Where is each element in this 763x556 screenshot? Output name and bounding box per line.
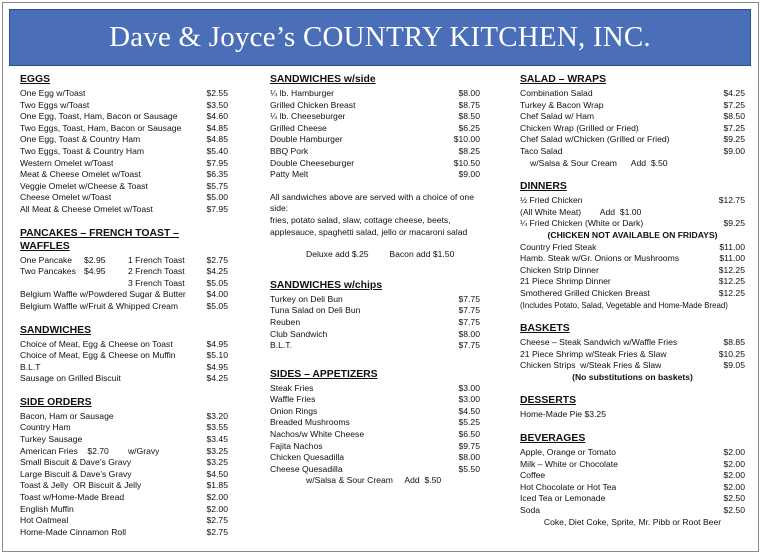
item-price: $2.00 xyxy=(723,481,745,492)
menu-item xyxy=(270,417,480,429)
menu-item xyxy=(270,134,480,146)
menu-item xyxy=(520,459,745,471)
item-name: Country Fried Steak xyxy=(520,241,597,252)
item-price: $2.75 xyxy=(206,515,228,526)
item-name: 21 Piece Shrimp w/Steak Fries & Slaw xyxy=(520,348,667,359)
item-price: $2.55 xyxy=(206,88,228,98)
item-price: $7.75 xyxy=(458,316,480,327)
item-name: Two Eggs, Toast & Country Ham xyxy=(20,145,145,156)
menu-item xyxy=(270,158,480,170)
menu-item xyxy=(20,469,228,481)
item-name: B.L.T xyxy=(20,361,41,372)
item-list xyxy=(520,337,745,372)
menu-item xyxy=(20,158,228,170)
item-price: $5.05 xyxy=(206,300,228,311)
item-price: $7.95 xyxy=(206,157,228,168)
dinner-includes: (Includes Potato, Salad, Vegetable and Home-Made Bread) xyxy=(520,300,728,310)
menu-item xyxy=(520,253,745,265)
item-price: $9.25 xyxy=(723,134,745,145)
item-name: Hot Oatmeal xyxy=(20,515,69,526)
item-name: Smothered Grilled Chicken Breast xyxy=(520,287,650,298)
item-name: Double Hamburger xyxy=(270,134,343,145)
item-price: $9.00 xyxy=(458,169,480,180)
item-name: Onion Rings xyxy=(270,405,318,416)
pancake-price xyxy=(84,278,128,290)
item-name: Choice of Meat, Egg & Cheese on Toast xyxy=(20,338,173,349)
menu-item xyxy=(520,337,745,349)
item-name: Toast w/Home-Made Bread xyxy=(20,492,125,503)
menu-item xyxy=(520,88,745,100)
item-price: $4.25 xyxy=(723,88,745,98)
item-price: $8.00 xyxy=(458,452,480,463)
item-list xyxy=(270,383,480,476)
menu-item xyxy=(20,515,228,527)
item-price: $7.25 xyxy=(723,122,745,133)
item-name: Turkey & Bacon Wrap xyxy=(520,99,604,110)
section-sandwiches xyxy=(20,324,228,385)
menu-item xyxy=(20,111,228,123)
item-name: Reuben xyxy=(270,316,301,327)
item-name: Grilled Cheese xyxy=(270,122,327,133)
menu-item xyxy=(520,100,745,112)
item-price: $9.75 xyxy=(458,440,480,451)
item-list xyxy=(20,339,228,385)
menu-item xyxy=(20,88,228,100)
item-price: $6.35 xyxy=(206,169,228,180)
section-title: BASKETS xyxy=(520,323,570,335)
item-price: $12.25 xyxy=(718,276,745,287)
item-price: $2.75 xyxy=(206,526,228,537)
item-name: ¼ lb. Cheeseburger xyxy=(270,111,346,122)
item-name: Hot Chocolate or Hot Tea xyxy=(520,481,617,492)
menu-item xyxy=(520,493,745,505)
item-list xyxy=(270,88,480,181)
section-title: EGGS xyxy=(20,74,51,85)
item-name: ¼ Fried Chicken (White or Dark) xyxy=(520,218,644,229)
quesadilla-extra: w/Salsa & Sour Cream Add $.50 xyxy=(306,475,442,486)
menu-item xyxy=(20,100,228,112)
item-name: Turkey Sausage xyxy=(20,434,83,445)
menu-title: Dave & Joyce’s COUNTRY KITCHEN, INC. xyxy=(109,21,651,53)
section-title: DESSERTS xyxy=(520,395,577,407)
menu-item xyxy=(20,362,228,374)
item-list xyxy=(520,242,745,300)
menu-item xyxy=(270,429,480,441)
menu-item xyxy=(20,134,228,146)
menu-item xyxy=(270,383,480,395)
menu-item xyxy=(20,411,228,423)
item-name: Two Eggs w/Toast xyxy=(20,99,90,110)
item-name: Grilled Chicken Breast xyxy=(270,99,356,110)
item-name: Chicken Quesadilla xyxy=(270,452,345,463)
toast-price: $5.05 xyxy=(206,277,228,288)
item-name: Waffle Fries xyxy=(270,394,316,405)
bacon-addon: Bacon add $1.50 xyxy=(389,249,455,260)
dessert-item: Home-Made Pie $3.25 xyxy=(520,409,606,420)
item-price: $6.25 xyxy=(458,122,480,133)
menu-item xyxy=(270,317,480,329)
item-name: (All White Meat) Add $1.00 xyxy=(520,206,642,217)
item-name: Large Biscuit & Dave’s Gravy xyxy=(20,468,132,479)
section-title: BEVERAGES xyxy=(520,433,586,445)
menu-item xyxy=(520,349,745,361)
item-list xyxy=(20,289,228,312)
menu-item xyxy=(20,289,228,301)
section-sandwiches-side xyxy=(270,73,480,261)
item-price: $4.50 xyxy=(458,405,480,416)
menu-item xyxy=(20,339,228,351)
menu-item xyxy=(20,301,228,313)
item-name: One Egg, Toast, Ham, Bacon or Sausage xyxy=(20,111,178,122)
item-name: Chef Salad w/Chicken (Grilled or Fried) xyxy=(520,134,670,145)
item-list xyxy=(520,447,745,517)
item-name: Club Sandwich xyxy=(270,328,328,339)
item-list xyxy=(520,88,745,158)
pancake-price: $4.95 xyxy=(84,266,106,277)
item-name: One Egg, Toast & Country Ham xyxy=(20,134,141,145)
menu-item xyxy=(270,340,480,352)
item-name: Cheese – Steak Sandwich w/Waffle Fries xyxy=(520,337,678,348)
item-price: $3.50 xyxy=(206,99,228,110)
item-list xyxy=(270,294,480,352)
item-price: $4.25 xyxy=(206,373,228,384)
soda-choices: Coke, Diet Coke, Sprite, Mr. Pibb or Root Beer xyxy=(543,516,722,527)
item-list xyxy=(20,411,228,539)
menu-item xyxy=(520,482,745,494)
item-name: Turkey on Deli Bun xyxy=(270,293,343,304)
item-name: Double Cheeseburger xyxy=(270,157,355,168)
menu-item xyxy=(20,504,228,516)
item-price: $1.85 xyxy=(206,480,228,491)
item-price: $5.40 xyxy=(206,145,228,156)
toast-name: 3 French Toast xyxy=(128,277,185,288)
menu-item xyxy=(20,527,228,539)
pancake-row xyxy=(20,266,228,278)
item-name: Belgium Waffle w/Powdered Sugar & Butter xyxy=(20,289,186,300)
item-price: $5.00 xyxy=(206,192,228,203)
item-name: Fajita Nachos xyxy=(270,440,323,451)
menu-item xyxy=(270,123,480,135)
item-name: BBQ Pork xyxy=(270,145,309,156)
item-name: Hamb. Steak w/Gr. Onions or Mushrooms xyxy=(520,253,680,264)
menu-item xyxy=(520,276,745,288)
item-price: $9.00 xyxy=(723,145,745,156)
pancake-grid xyxy=(20,255,228,290)
item-name: Nachos/w White Cheese xyxy=(270,429,365,440)
item-name: Apple, Orange or Tomato xyxy=(520,447,616,458)
section-title: SIDE ORDERS xyxy=(20,396,92,408)
menu-item xyxy=(270,305,480,317)
item-price: $9.05 xyxy=(723,360,745,371)
item-price: $2.50 xyxy=(723,493,745,504)
toast-name: 1 French Toast xyxy=(128,254,185,265)
menu-item xyxy=(520,505,745,517)
item-price: $4.95 xyxy=(206,338,228,349)
taco-extra: w/Salsa & Sour Cream Add $.50 xyxy=(530,157,668,168)
pancake-name: One Pancake xyxy=(20,254,73,265)
section-title: SANDWICHES w/chips xyxy=(270,279,382,291)
item-name: B.L.T. xyxy=(270,340,292,351)
section-title: DINNERS xyxy=(520,181,567,193)
menu-item xyxy=(20,350,228,362)
pancake-price: $2.95 xyxy=(84,254,106,265)
item-price: $10.25 xyxy=(718,348,745,359)
item-name: Belgium Waffle w/Fruit & Whipped Cream xyxy=(20,300,179,311)
item-name: Combination Salad xyxy=(520,88,593,98)
chicken-notice: (CHICKEN NOT AVAILABLE ON FRIDAYS) xyxy=(547,229,718,240)
item-price: $2.50 xyxy=(723,505,745,516)
section-title: SALAD – WRAPS xyxy=(520,74,607,85)
item-name: Chicken Strip Dinner xyxy=(520,264,599,275)
menu-item xyxy=(20,480,228,492)
menu-item xyxy=(270,464,480,476)
toast-price: $4.25 xyxy=(206,266,228,277)
pancake-row xyxy=(20,255,228,267)
item-price: $8.50 xyxy=(458,111,480,122)
section-title: PANCAKES – FRENCH TOAST – WAFFLES xyxy=(20,227,179,252)
section-pancakes xyxy=(20,227,228,313)
menu-item xyxy=(20,446,228,458)
section-title: SANDWICHES w/side xyxy=(270,74,376,85)
item-name: Soda xyxy=(520,505,541,516)
column-left xyxy=(20,73,228,549)
menu-item xyxy=(20,434,228,446)
item-price: $5.10 xyxy=(206,350,228,361)
item-name: Bacon, Ham or Sausage xyxy=(20,410,114,421)
menu-item xyxy=(520,134,745,146)
item-price: $10.50 xyxy=(453,157,480,168)
menu-item xyxy=(20,192,228,204)
item-price: $7.75 xyxy=(458,340,480,351)
item-price: $12.25 xyxy=(718,287,745,298)
menu-item xyxy=(20,181,228,193)
menu-item xyxy=(20,123,228,135)
item-price: $4.60 xyxy=(206,111,228,122)
menu-item xyxy=(520,123,745,135)
menu-item xyxy=(270,169,480,181)
section-salad-wraps xyxy=(520,73,745,169)
toast-price: $2.75 xyxy=(206,254,228,265)
section-baskets xyxy=(520,322,745,383)
item-price: $2.00 xyxy=(206,492,228,503)
item-name: Sausage on Grilled Biscuit xyxy=(20,373,121,384)
item-price: $4.00 xyxy=(206,289,228,300)
item-price: $4.85 xyxy=(206,122,228,133)
item-name: Small Biscuit & Dave’s Gravy xyxy=(20,457,132,468)
sandwich-addons xyxy=(270,249,480,261)
menu-item xyxy=(20,422,228,434)
item-name: Steak Fries xyxy=(270,382,314,393)
menu-item xyxy=(20,457,228,469)
item-name: Patty Melt xyxy=(270,169,309,180)
item-price: $3.00 xyxy=(458,394,480,405)
menu-item xyxy=(520,146,745,158)
menu-item xyxy=(20,492,228,504)
menu-banner xyxy=(9,9,751,66)
item-name: Home-Made Cinnamon Roll xyxy=(20,526,127,537)
item-price: $11.00 xyxy=(719,241,745,252)
menu-item xyxy=(270,88,480,100)
menu-item xyxy=(270,329,480,341)
menu-item xyxy=(270,394,480,406)
item-price: $4.50 xyxy=(206,468,228,479)
item-name: Tuna Salad on Deli Bun xyxy=(270,305,361,316)
section-dinners xyxy=(520,180,745,311)
menu-item xyxy=(20,169,228,181)
item-price: $12.25 xyxy=(718,264,745,275)
item-name: Meat & Cheese Omelet w/Toast xyxy=(20,169,141,180)
item-price: $8.00 xyxy=(458,88,480,98)
item-price: $3.00 xyxy=(458,382,480,393)
menu-item xyxy=(520,207,745,219)
item-name: Chef Salad w/ Ham xyxy=(520,111,595,122)
item-price: $12.75 xyxy=(718,195,745,206)
pancake-row xyxy=(20,278,228,290)
item-name: Iced Tea or Lemonade xyxy=(520,493,606,504)
item-name: ½ Fried Chicken xyxy=(520,195,583,206)
item-name: ¼ lb. Hamburger xyxy=(270,88,335,98)
item-name: Chicken Wrap (Grilled or Fried) xyxy=(520,122,639,133)
column-middle xyxy=(270,73,480,498)
section-sides-appetizers xyxy=(270,368,480,487)
section-sandwiches-chips xyxy=(270,279,480,352)
item-name: American Fries $2.70 w/Gravy xyxy=(20,445,160,456)
item-price: $8.85 xyxy=(723,337,745,348)
toast-name: 2 French Toast xyxy=(128,266,185,277)
menu-item xyxy=(520,360,745,372)
item-price: $8.75 xyxy=(458,99,480,110)
menu-item xyxy=(520,470,745,482)
menu-item xyxy=(520,242,745,254)
item-price: $6.50 xyxy=(458,429,480,440)
item-name: Coffee xyxy=(520,470,546,481)
item-price: $4.95 xyxy=(206,361,228,372)
menu-item xyxy=(270,452,480,464)
menu-item xyxy=(270,441,480,453)
item-price: $10.00 xyxy=(453,134,480,145)
item-price: $2.00 xyxy=(723,447,745,458)
menu-item xyxy=(520,265,745,277)
menu-item xyxy=(520,218,745,230)
menu-item xyxy=(270,100,480,112)
item-price: $3.20 xyxy=(206,410,228,421)
item-price: $5.25 xyxy=(458,417,480,428)
section-side-orders xyxy=(20,396,228,539)
item-name: 21 Piece Shrimp Dinner xyxy=(520,276,611,287)
item-price xyxy=(741,207,745,219)
deluxe-addon: Deluxe add $.25 xyxy=(306,249,369,260)
menu-item xyxy=(270,294,480,306)
column-right xyxy=(520,73,745,539)
menu-item xyxy=(520,447,745,459)
item-price: $3.45 xyxy=(206,434,228,445)
item-name: Choice of Meat, Egg & Cheese on Muffin xyxy=(20,350,176,361)
item-price: $5.50 xyxy=(458,463,480,474)
item-price: $3.55 xyxy=(206,422,228,433)
item-price: $2.00 xyxy=(206,503,228,514)
item-price: $5.75 xyxy=(206,180,228,191)
menu-item xyxy=(270,406,480,418)
item-price: $7.25 xyxy=(723,99,745,110)
item-name: Country Ham xyxy=(20,422,71,433)
menu-item xyxy=(520,195,745,207)
menu-item xyxy=(20,146,228,158)
item-name: Cheese Quesadilla xyxy=(270,463,343,474)
item-name: Chicken Strips w/Steak Fries & Slaw xyxy=(520,360,662,371)
menu-item xyxy=(20,373,228,385)
menu-item xyxy=(20,204,228,216)
item-price: $11.00 xyxy=(719,253,745,264)
menu-item xyxy=(270,146,480,158)
item-name: Milk – White or Chocolate xyxy=(520,458,618,469)
item-price: $8.50 xyxy=(723,111,745,122)
item-price: $3.25 xyxy=(206,445,228,456)
item-price: $7.75 xyxy=(458,305,480,316)
item-list xyxy=(20,88,228,216)
item-price: $7.75 xyxy=(458,293,480,304)
menu-item xyxy=(520,111,745,123)
item-list xyxy=(520,195,745,230)
item-name: Western Omelet w/Toast xyxy=(20,157,114,168)
item-name: All Meat & Cheese Omelet w/Toast xyxy=(20,203,153,214)
item-name: English Muffin xyxy=(20,503,74,514)
sides-note: All sandwiches above are served with a choice of one side: fries, potato salad, slaw, cottage cheese, beets, applesauce, spaghetti salad, jello or macaroni salad xyxy=(270,191,474,237)
pancake-name xyxy=(20,278,84,290)
item-price: $9.25 xyxy=(723,218,745,229)
section-desserts xyxy=(520,394,745,421)
pancake-name: Two Pancakes xyxy=(20,266,76,277)
menu-item xyxy=(520,288,745,300)
item-price: $2.00 xyxy=(723,470,745,481)
item-price: $3.25 xyxy=(206,457,228,468)
item-name: Cheese Omelet w/Toast xyxy=(20,192,112,203)
item-price: $8.25 xyxy=(458,145,480,156)
item-price: $4.85 xyxy=(206,134,228,145)
section-beverages xyxy=(520,432,745,528)
section-title: SIDES – APPETIZERS xyxy=(270,368,378,380)
item-name: Taco Salad xyxy=(520,145,563,156)
section-title: SANDWICHES xyxy=(20,324,92,336)
section-eggs xyxy=(20,73,228,216)
item-price: $7.95 xyxy=(206,203,228,214)
item-price: $8.00 xyxy=(458,328,480,339)
item-name: Breaded Mushrooms xyxy=(270,417,350,428)
item-price: $2.00 xyxy=(723,458,745,469)
item-name: Toast & Jelly OR Biscuit & Jelly xyxy=(20,480,142,491)
menu-item xyxy=(270,111,480,123)
item-name: One Egg w/Toast xyxy=(20,88,86,98)
basket-notice: (No substitutions on baskets) xyxy=(572,371,693,382)
item-name: Two Eggs, Toast, Ham, Bacon or Sausage xyxy=(20,122,182,133)
item-name: Veggie Omelet w/Cheese & Toast xyxy=(20,180,148,191)
